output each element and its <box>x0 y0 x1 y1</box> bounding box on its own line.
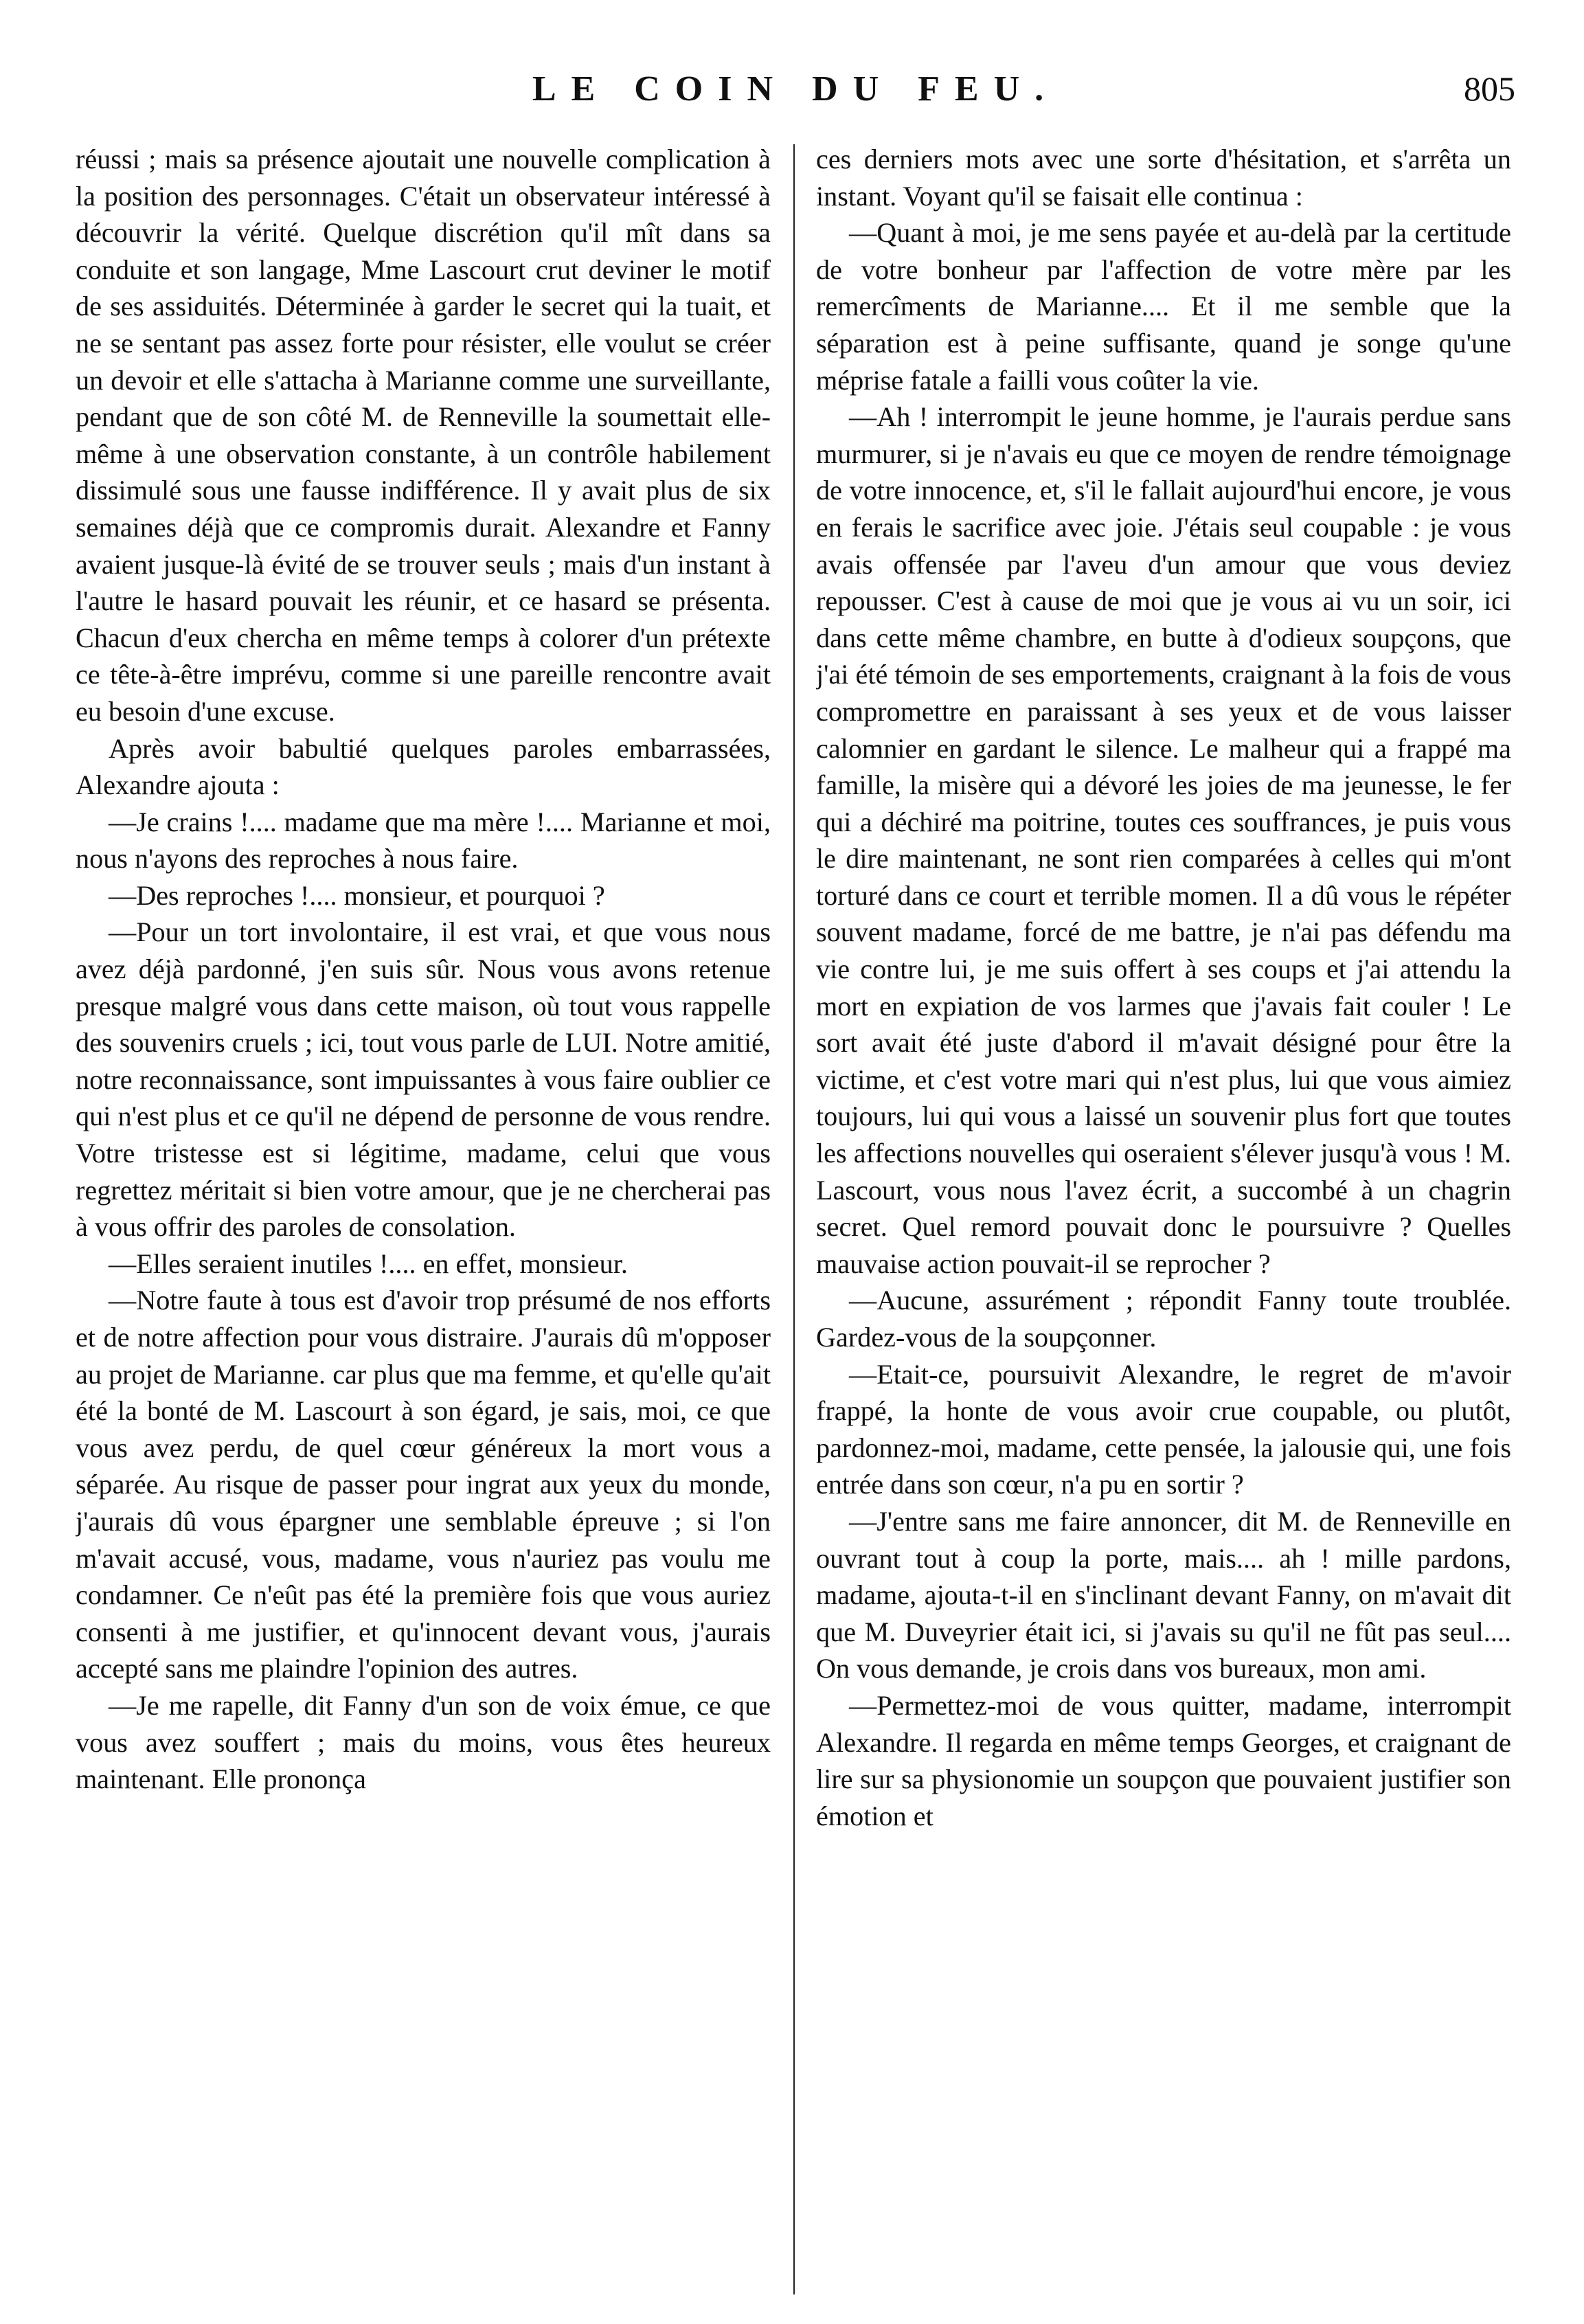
column-divider <box>793 144 795 2294</box>
paragraph: Après avoir babultié quelques paroles embarrassées, Alexandre ajouta : <box>76 732 771 801</box>
paragraph: —Pour un tort involontaire, il est vrai, et que vous nous avez déjà pardonné, j'en suis sûr. Nous vous avons retenue presque malgré vous dans cette maison, où tout vous rappelle des souvenirs cruels ; ici, tout vous parle de LUI. Notre amitié, notre reconnaissance, sont impuissantes à vous faire oublier ce qui n'est plus et ce qu'il ne dépend de personne de vous rendre. Votre tristesse est si légitime, madame, celui que vous regrettez méritait si bien votre amour, que je ne chercherai pas à vous offrir des paroles de consolation. <box>76 916 771 1243</box>
paragraph: ces derniers mots avec une sorte d'hésitation, et s'arrêta un instant. Voyant qu'il se faisait elle continua : <box>816 144 1511 212</box>
paragraph: —Je me rapelle, dit Fanny d'un son de voix émue, ce que vous avez souffert ; mais du moins, vous êtes heureux maintenant. Elle prononça <box>76 1689 771 1795</box>
page-number: 805 <box>1464 69 1515 108</box>
paragraph: —J'entre sans me faire annoncer, dit M. de Renneville en ouvrant tout à coup la porte, mais.... ah ! mille pardons, madame, ajouta-t-il en s'inclinant devant Fanny, on m'avait dit que M. Duveyrier était ici, si j'avais su qu'il ne fût pas seul.... On vous demande, je crois dans vos bureaux, mon ami. <box>816 1505 1511 1684</box>
page-header <box>76 69 1515 124</box>
left-column <box>76 141 771 2298</box>
paragraph: —Permettez-moi de vous quitter, madame, interrompit Alexandre. Il regarda en même temps Georges, et craignant de lire sur sa physionomie un soupçon que pouvaient justifier son émotion et <box>816 1689 1511 1831</box>
paragraph: —Aucune, assurément ; répondit Fanny toute troublée. Gardez-vous de la soupçonner. <box>816 1285 1511 1353</box>
running-title: LE COIN DU FEU. <box>532 69 1059 109</box>
paragraph: —Ah ! interrompit le jeune homme, je l'aurais perdue sans murmurer, si je n'avais eu que ce moyen de rendre témoignage de votre innocence, et, s'il le fallait aujourd'hui encore, je vous en ferais le sacrifice avec joie. J'étais seul coupable : je vous avais offensée par l'aveu d'un amour que vous deviez repousser. C'est à cause de moi que je vous ai vu un soir, ici dans cette même chambre, en butte à d'odieux soupçons, que j'ai été témoin de ses emportements, craignant à la fois de vous compromettre en paraissant à ses yeux et de vous laisser calomnier en gardant le silence. Le malheur qui a frappé ma famille, la misère qui a dévoré les joies de ma jeunesse, le fer qui a déchiré ma poitrine, toutes ces souffrances, je puis vous le dire maintenant, ne sont rien comparées à celles qui m'ont torturé dans ce court et terrible momen. Il a dû vous le répéter souvent madame, forcé de me battre, je n'ai pas défendu ma vie contre lui, je me suis offert à ses coups et j'ai attendu la mort en expiation de vos larmes que j'avais fait couler ! Le sort avait été juste d'abord il m'avait désigné pour être la victime, et c'est votre mari qui n'est plus, lui que vous aimiez toujours, lui qui vous a laissé un souvenir plus fort que toutes les affections nouvelles qui oseraient s'élever jusqu'à vous ! M. Lascourt, vous nous l'avez écrit, a succombé à un chagrin secret. Quel remord pouvait donc le poursuivre ? Quelles mauvaise action pouvait-il se reprocher ? <box>816 401 1511 1279</box>
paragraph: —Quant à moi, je me sens payée et au-delà par la certitude de votre bonheur par l'affection de votre mère par les remercîments de Marianne.... Et il me semble que la séparation est à peine suffisante, quand je songe qu'une méprise fatale a failli vous coûter la vie. <box>816 217 1511 396</box>
text-columns <box>76 141 1511 2305</box>
paragraph: réussi ; mais sa présence ajoutait une nouvelle complication à la position des personnages. C'était un observateur intéressé à découvrir la vérité. Quelque discrétion qu'il mît dans sa conduite et son langage, Mme Lascourt crut deviner le motif de ses assiduités. Déterminée à garder le secret qui la tuait, et ne se sentant pas assez forte pour résister, elle voulut se créer un devoir et elle s'attacha à Marianne comme une surveillante, pendant que de son côté M. de Renneville la soumettait elle-même à une observation constante, à un contrôle habilement dissimulé sous une fausse indifférence. Il y avait plus de six semaines déjà que ce compromis durait. Alexandre et Fanny avaient jusque-là évité de se trouver seuls ; mais d'un instant à l'autre le hasard pouvait les réunir, et ce hasard se présenta. Chacun d'eux chercha en même temps à colorer d'un prétexte ce tête-à-être imprévu, comme si une pareille rencontre avait eu besoin d'une excuse. <box>76 144 771 727</box>
paragraph: —Des reproches !.... monsieur, et pourquoi ? <box>109 879 605 911</box>
right-column <box>816 141 1511 2298</box>
paragraph: —Etait-ce, poursuivit Alexandre, le regret de m'avoir frappé, la honte de vous avoir crue coupable, ou plutôt, pardonnez-moi, madame, cette pensée, la jalousie qui, une fois entrée dans son cœur, n'a pu en sortir ? <box>816 1358 1511 1500</box>
paragraph: —Notre faute à tous est d'avoir trop présumé de nos efforts et de notre affection pour vous distraire. J'aurais dû m'opposer au projet de Marianne. car plus que ma femme, et qu'elle qu'ait été la bonté de M. Lascourt à son égard, je sais, moi, ce que vous avez perdu, de quel cœur généreux la mort vous a séparée. Au risque de passer pour ingrat aux yeux du monde, j'aurais dû vous épargner une semblable épreuve ; si l'on m'avait accusé, vous, madame, vous n'auriez pas voulu me condamner. Ce n'eût pas été la première fois que vous auriez consenti à me justifier, et qu'innocent devant vous, j'aurais accepté sans me plaindre l'opinion des autres. <box>76 1285 771 1684</box>
paragraph: —Je crains !.... madame que ma mère !.... Marianne et moi, nous n'ayons des reproches à nous faire. <box>76 806 771 875</box>
paragraph: —Elles seraient inutiles !.... en effet, monsieur. <box>109 1248 628 1279</box>
